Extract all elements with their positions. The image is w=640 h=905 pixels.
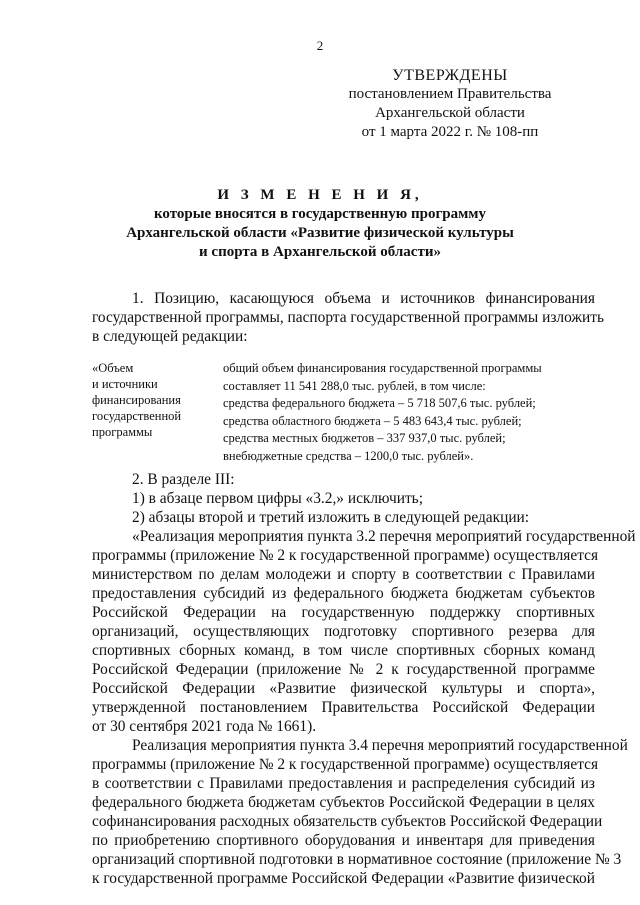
- heading-line: и спорта в Архангельской области»: [199, 244, 441, 260]
- heading-line: Архангельской области «Развитие физической культуры: [126, 225, 514, 241]
- paragraph-line: министерством по делам молодежи и спорту в соответствии с Правилами: [92, 566, 595, 583]
- paragraph-line: спортивных сборных команд, в том числе спортивных сборных команд: [92, 642, 595, 659]
- value-line: общий объем финансирования государственной программы: [223, 361, 542, 375]
- heading-title: И З М Е Н Е Н И Я,: [217, 187, 423, 203]
- paragraph-line: Реализация мероприятия пункта 3.4 перечня мероприятий государственной: [132, 737, 628, 754]
- label-line: программы: [92, 425, 153, 439]
- paragraph-line: Российской Федерации на государственную поддержку спортивных: [92, 604, 595, 621]
- paragraph-line: программы (приложение № 2 к государственной программе) осуществляется: [92, 756, 599, 773]
- paragraph-line: организаций, осуществляющих подготовку спортивного резерва для: [92, 623, 595, 640]
- paragraph-line: 1. Позицию, касающуюся объема и источников финансирования: [132, 290, 595, 307]
- approval-line: Архангельской области: [375, 105, 525, 121]
- quote-paragraph-1: [92, 527, 636, 736]
- document-heading: [60, 186, 580, 262]
- paragraph-line: по приобретению спортивного оборудования и инвентаря для приведения: [92, 832, 595, 849]
- label-line: и источники: [92, 377, 158, 391]
- page-number: 2: [316, 38, 324, 53]
- paragraph-line: в соответствии с Правилами предоставления и распределения субсидий из: [92, 775, 595, 792]
- passport-position-value: [223, 360, 603, 465]
- label-line: государственной: [92, 409, 182, 423]
- paragraph-line: от 30 сентября 2021 года № 1661).: [92, 718, 317, 735]
- paragraph-line: предоставления субсидий из федерального бюджета бюджетам субъектов: [92, 585, 595, 602]
- paragraph-line: федерального бюджета бюджетам субъектов Российской Федерации в целях: [92, 794, 595, 811]
- approval-title: УТВЕРЖДЕНЫ: [392, 67, 508, 84]
- value-line: средства областного бюджета – 5 483 643,4 тыс. рублей;: [223, 413, 522, 428]
- heading-line: которые вносятся в государственную программу: [153, 206, 487, 222]
- item-2-sub-1: 1) в абзаце первом цифры «3.2,» исключить;: [132, 490, 423, 507]
- paragraph-line: утвержденной постановлением Правительства Российской Федерации: [92, 699, 595, 716]
- label-line: «Объем: [92, 361, 134, 375]
- paragraph-line: софинансирования расходных обязательств субъектов Российской Федерации: [92, 813, 603, 830]
- paragraph-line: к государственной программе Российской Федерации «Развитие физической: [92, 870, 595, 887]
- passport-position-label: [92, 360, 202, 440]
- item-1-paragraph: [92, 289, 605, 346]
- paragraph-line: «Реализация мероприятия пункта 3.2 перечня мероприятий государственной: [132, 528, 636, 545]
- value-line: средства федерального бюджета – 5 718 507,6 тыс. рублей;: [223, 396, 536, 410]
- paragraph-line: Российской Федерации «Развитие физической культуры и спорта»,: [92, 680, 595, 697]
- item-2-sub-2: 2) абзацы второй и третий изложить в следующей редакции:: [132, 509, 530, 526]
- paragraph-line: государственной программы, паспорта государственной программы изложить: [92, 309, 605, 326]
- quote-paragraph-2: [92, 736, 628, 888]
- value-line: средства местных бюджетов – 337 937,0 тыс. рублей;: [223, 431, 506, 445]
- paragraph-line: в следующей редакции:: [92, 328, 248, 345]
- paragraph-line: Российской Федерации (приложение № 2 к государственной программе: [92, 661, 595, 678]
- approval-block: [300, 66, 600, 142]
- value-line: внебюджетные средства – 1200,0 тыс. рублей».: [223, 448, 474, 463]
- paragraph-line: программы (приложение № 2 к государственной программе) осуществляется: [92, 547, 599, 564]
- approval-line: от 1 марта 2022 г. № 108-пп: [361, 124, 539, 140]
- paragraph-line: организаций спортивной подготовки в нормативное состояние (приложение № 3: [92, 851, 622, 868]
- label-line: финансирования: [92, 393, 181, 407]
- value-line: составляет 11 541 288,0 тыс. рублей, в том числе:: [223, 378, 486, 393]
- item-2-title: 2. В разделе III:: [132, 471, 235, 488]
- approval-line: постановлением Правительства: [348, 86, 552, 102]
